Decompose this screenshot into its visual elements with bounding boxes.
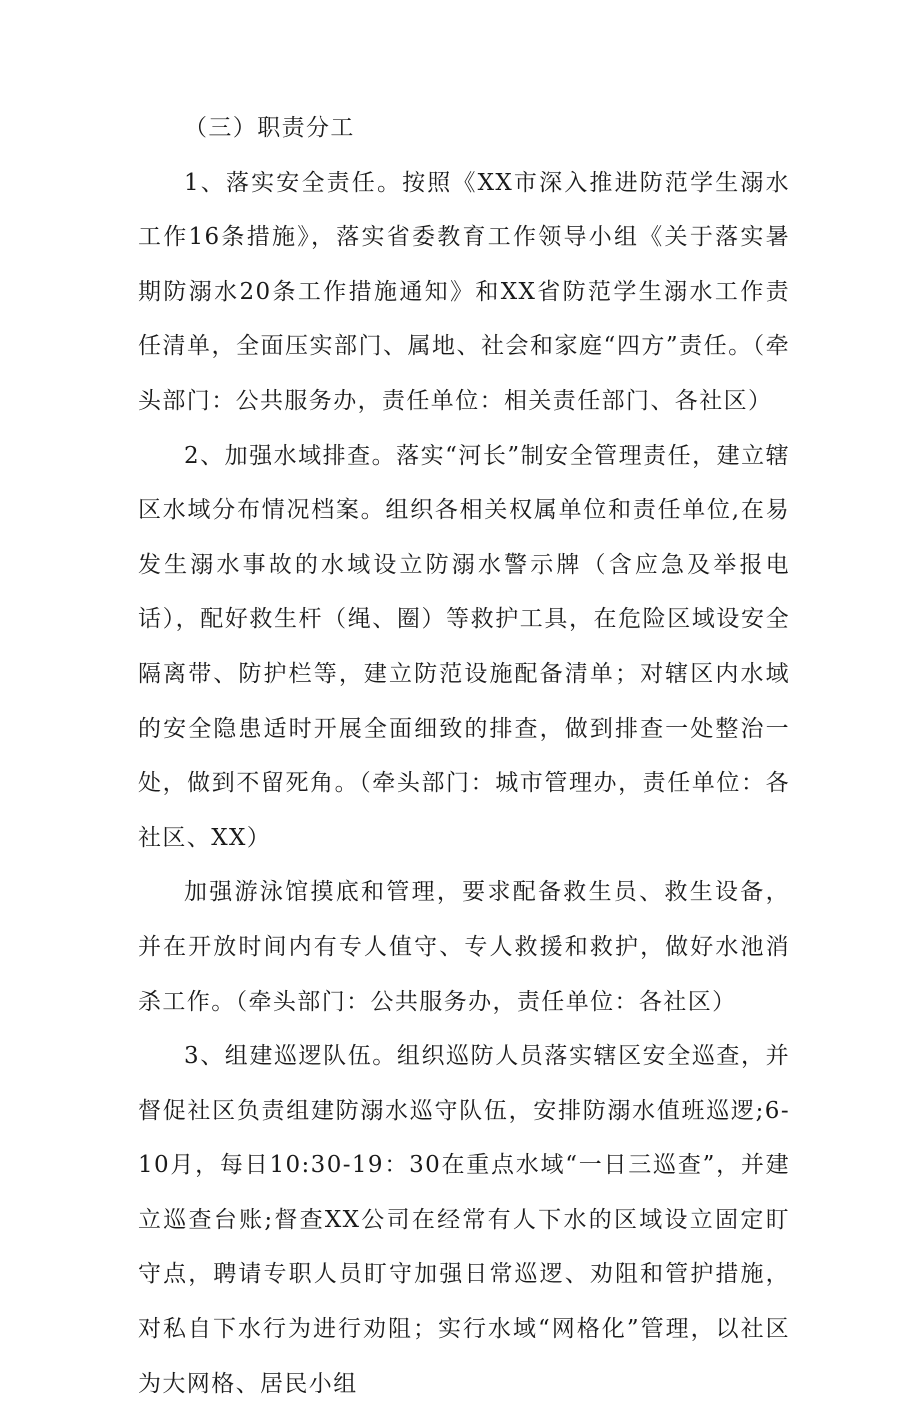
paragraph-patrol-team: 3、组建巡逻队伍。组织巡防人员落实辖区安全巡查，并督促社区负责组建防溺水巡守队伍，安排防溺水值班巡逻;6-10月，每日10:30-19：30在重点水域“一日三巡查”，并建立巡查台账;督查XX公司在经常有人下水的区域设立固定盯守点，聘请专职人员盯守加强日常巡逻、劝阻和管护措施，对私自下水行为进行劝阻；实行水域“网格化”管理，以社区为大网格、居民小组 [138, 1043, 790, 1397]
document-body [138, 101, 790, 1411]
section-heading: （三）职责分工 [184, 115, 355, 141]
paragraph-responsibility: 1、落实安全责任。按照《XX市深入推进防范学生溺水工作16条措施》，落实省委教育工作领导小组《关于落实暑期防溺水20条工作措施通知》和XX省防范学生溺水工作责任清单，全面压实部门、属地、社会和家庭“四方”责任。（牵头部门：公共服务办，责任单位：相关责任部门、各社区） [138, 169, 790, 414]
paragraph-water-inspection: 2、加强水域排查。落实“河长”制安全管理责任，建立辖区水域分布情况档案。组织各相关权属单位和责任单位,在易发生溺水事故的水域设立防溺水警示牌（含应急及举报电话），配好救生杆（绳、圈）等救护工具，在危险区域设安全隔离带、防护栏等，建立防范设施配备清单；对辖区内水域的安全隐患适时开展全面细致的排查，做到排查一处整治一处，做到不留死角。（牵头部门：城市管理办，责任单位：各社区、XX） [138, 442, 790, 851]
paragraph-swimming-pool: 加强游泳馆摸底和管理，要求配备救生员、救生设备，并在开放时间内有专人值守、专人救援和救护，做好水池消杀工作。（牵头部门：公共服务办，责任单位：各社区） [138, 879, 790, 1015]
